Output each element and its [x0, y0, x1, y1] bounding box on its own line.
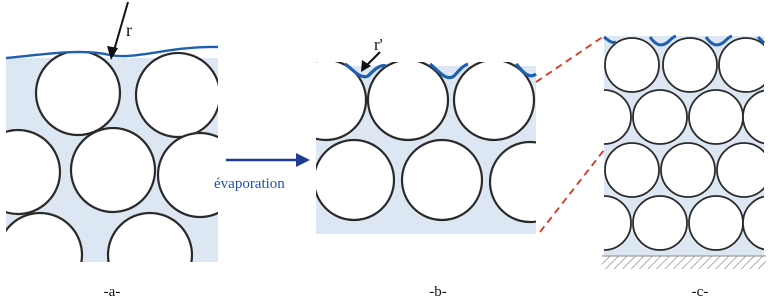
particle	[605, 38, 659, 92]
particle	[0, 213, 82, 297]
particle	[633, 196, 687, 250]
zoom-lines	[536, 36, 604, 232]
particle	[577, 90, 631, 144]
particle	[368, 60, 448, 140]
particle	[717, 143, 771, 197]
radius-label-b: r'	[374, 35, 383, 54]
radius-label-a: r	[126, 20, 132, 40]
particle	[661, 143, 715, 197]
particle	[314, 140, 394, 220]
particle	[158, 133, 242, 217]
particle	[136, 53, 220, 137]
evaporation-arrowhead	[296, 153, 310, 167]
evaporation-arrow	[214, 153, 310, 192]
zoom-line-bottom	[540, 150, 604, 232]
particle	[633, 90, 687, 144]
panel-a-label: -a-	[103, 284, 121, 300]
zoom-line-top	[536, 36, 604, 82]
particle	[108, 213, 192, 297]
particle	[605, 143, 659, 197]
panel-c	[577, 36, 772, 269]
particle	[71, 128, 155, 212]
panel-c-label: -c-	[691, 284, 709, 300]
panel-b-label: -b-	[429, 284, 447, 300]
evaporation-label: évaporation	[214, 176, 285, 192]
particle	[402, 140, 482, 220]
particle	[36, 51, 120, 135]
radius-arrowhead-a	[107, 46, 118, 60]
radius-arrow-b	[366, 52, 380, 66]
panel-a	[0, 2, 242, 297]
particle	[689, 90, 743, 144]
particle	[719, 38, 772, 92]
particle	[663, 38, 717, 92]
particle	[577, 196, 631, 250]
substrate	[602, 256, 766, 269]
particle	[689, 196, 743, 250]
panel-b	[286, 35, 570, 234]
